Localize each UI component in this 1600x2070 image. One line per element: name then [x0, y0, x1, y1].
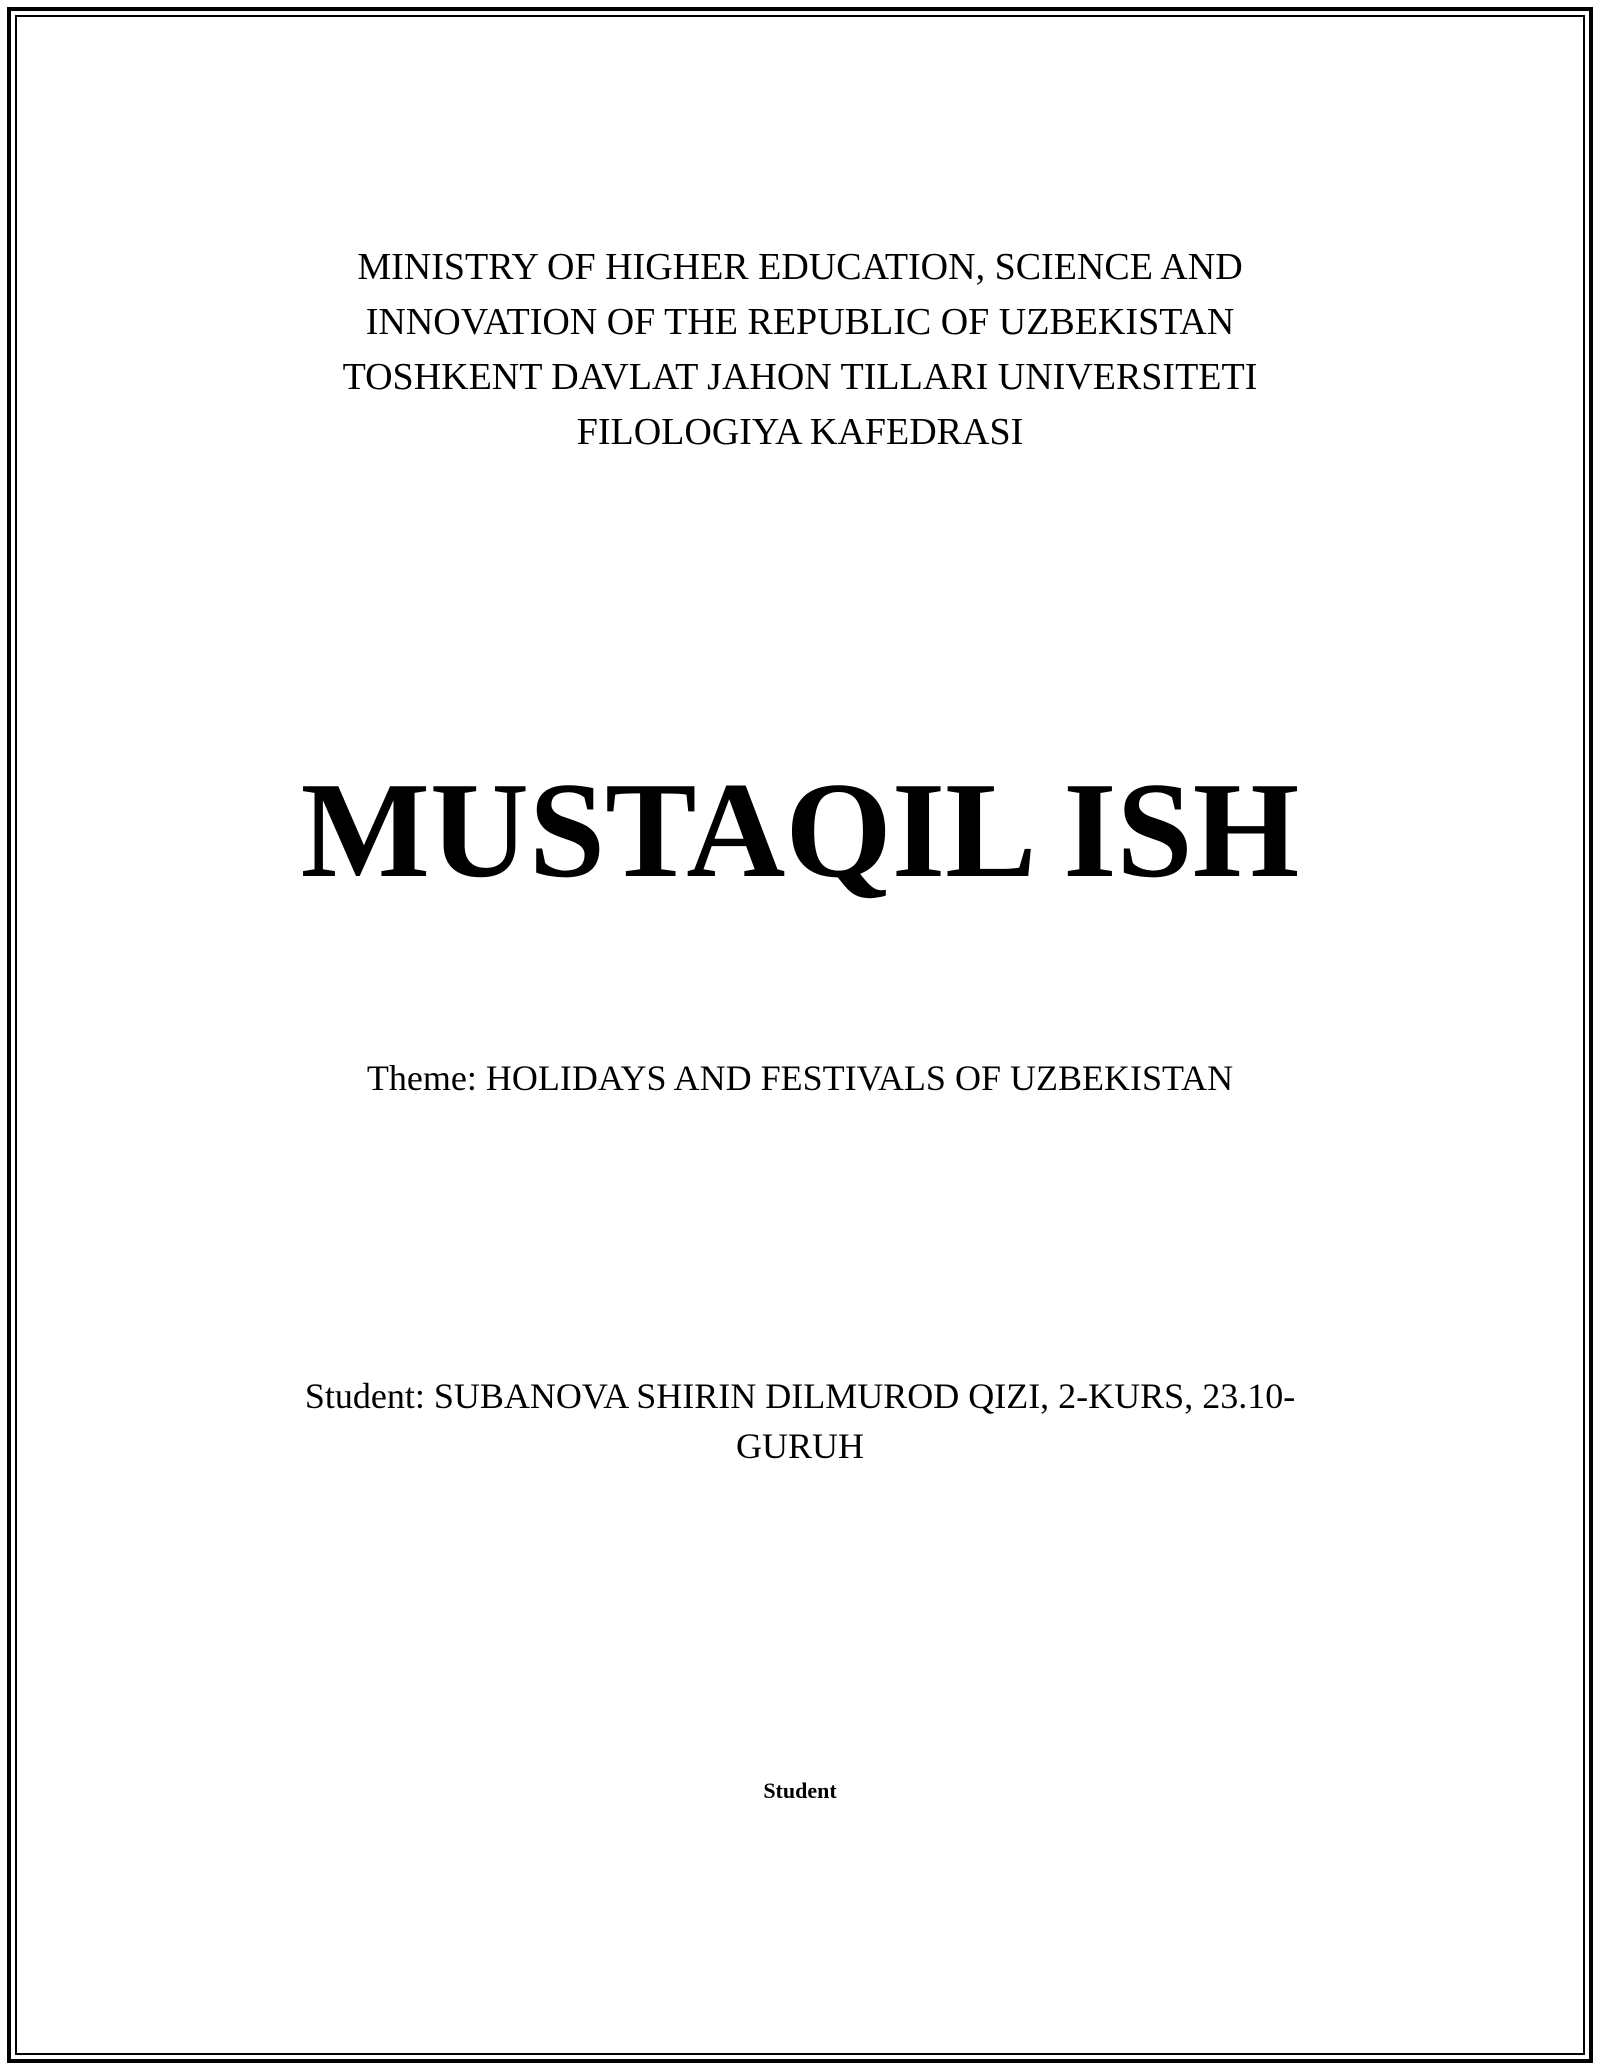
- footer-student-label: Student: [763, 1778, 837, 1803]
- header-line-republic: INNOVATION OF THE REPUBLIC OF UZBEKISTAN: [365, 301, 1235, 343]
- student-info-line-2: GURUH: [735, 1426, 864, 1466]
- header-line-department: FILOLOGIYA KAFEDRASI: [576, 411, 1024, 453]
- student-info-line-1: Student: SUBANOVA SHIRIN DILMUROD QIZI, 2-KURS, 23.10-: [304, 1376, 1296, 1416]
- theme-line: Theme: HOLIDAYS AND FESTIVALS OF UZBEKISTAN: [366, 1058, 1234, 1098]
- institution-header: [0, 240, 1600, 460]
- student-info: [0, 1371, 1600, 1471]
- header-line-university: TOSHKENT DAVLAT JAHON TILLARI UNIVERSITETI: [342, 356, 1258, 398]
- document-title: MUSTAQIL ISH: [300, 754, 1300, 906]
- header-line-ministry: MINISTRY OF HIGHER EDUCATION, SCIENCE AND: [357, 246, 1243, 288]
